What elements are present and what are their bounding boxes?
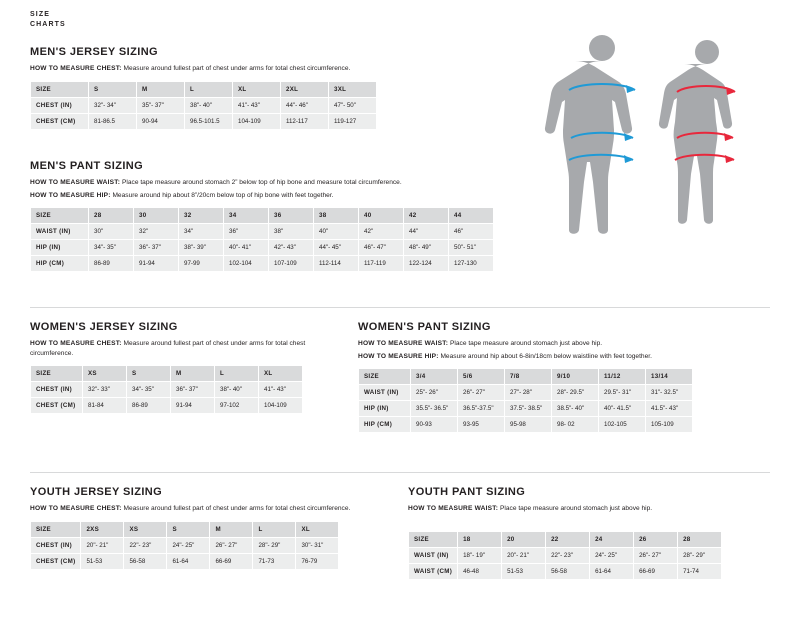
col-header: M [171,366,215,382]
table-row [409,547,722,563]
cell: 112-114 [314,256,359,272]
cell: 117-119 [359,256,404,272]
cell: 81-84 [83,398,127,414]
cell: 29.5"- 31" [599,385,646,401]
col-header: XS [83,366,127,382]
cell: 44" [404,224,449,240]
table-row [31,113,377,129]
cell: 40"- 41.5" [599,401,646,417]
cell: 26"- 27" [210,537,253,553]
howto-label: HOW TO MEASURE CHEST: [30,65,122,72]
table-header-row [359,369,693,385]
cell: 28"- 29" [678,547,722,563]
cell: 41.5"- 43" [646,401,693,417]
cell: 35.5"- 36.5" [411,401,458,417]
col-header: S [167,521,210,537]
howto-youth-pant-waist [408,504,722,514]
howto-text: Place tape measure around stomach just above hip. [448,340,603,347]
cell: 46" [449,224,494,240]
howto-womens-pant-waist [358,339,693,349]
table-womens-jersey [30,365,303,414]
cell: 81-86.5 [89,113,137,129]
col-header: 26 [634,531,678,547]
female-body-diagram [659,40,732,224]
table-row [31,97,377,113]
cell: 31"- 32.5" [646,385,693,401]
section-title-youth-pant: YOUTH PANT SIZING [408,486,526,498]
cell: 38"- 40" [185,97,233,113]
col-header: L [215,366,259,382]
cell: 102-104 [224,256,269,272]
col-header: 9/10 [552,369,599,385]
cell: 32"- 34" [89,97,137,113]
cell: 112-117 [281,113,329,129]
cell: 18"- 19" [458,547,502,563]
cell: 42" [359,224,404,240]
cell: 104-109 [259,398,303,414]
col-header: SIZE [31,81,89,97]
page-title [30,10,66,30]
cell: 61-64 [167,553,210,569]
cell: 93-95 [458,417,505,433]
howto-label: HOW TO MEASURE WAIST: [30,179,121,186]
cell: 36"- 37" [171,382,215,398]
col-header: SIZE [409,531,458,547]
divider-1 [30,307,770,308]
howto-womens-jersey-chest [30,339,310,358]
howto-label: HOW TO MEASURE CHEST: [30,505,122,512]
col-header: 22 [546,531,590,547]
col-header: 40 [359,208,404,224]
cell: 24"- 25" [167,537,210,553]
cell: 50"- 51" [449,240,494,256]
cell: 127-130 [449,256,494,272]
section-womens-pant [358,321,693,433]
col-header: 36 [269,208,314,224]
row-header: CHEST (IN) [31,97,89,113]
section-mens-jersey [30,46,377,130]
cell: 48"- 49" [404,240,449,256]
col-header: S [89,81,137,97]
col-header: 3XL [329,81,377,97]
cell: 90-93 [411,417,458,433]
cell: 97-102 [215,398,259,414]
cell: 51-53 [502,563,546,579]
cell: 56-58 [546,563,590,579]
col-header: 30 [134,208,179,224]
row-header: HIP (CM) [31,256,89,272]
table-youth-jersey [30,521,339,570]
cell: 122-124 [404,256,449,272]
cell: 38"- 40" [215,382,259,398]
cell: 28"- 29" [253,537,296,553]
col-header: S [127,366,171,382]
row-header: WAIST (CM) [409,563,458,579]
cell: 51-53 [81,553,124,569]
cell: 37.5"- 38.5" [505,401,552,417]
cell: 30" [89,224,134,240]
table-header-row [31,521,339,537]
cell: 107-109 [269,256,314,272]
cell: 119-127 [329,113,377,129]
row-header: HIP (IN) [31,240,89,256]
col-header: 2XL [281,81,329,97]
col-header: 38 [314,208,359,224]
section-title-youth-jersey: YOUTH JERSEY SIZING [30,486,163,498]
col-header: SIZE [31,208,89,224]
table-row [31,240,494,256]
cell: 34"- 35" [127,382,171,398]
table-row [359,385,693,401]
row-header: HIP (CM) [359,417,411,433]
col-header: 34 [224,208,269,224]
cell: 38.5"- 40" [552,401,599,417]
cell: 20"- 21" [81,537,124,553]
cell: 25"- 26" [411,385,458,401]
row-header: HIP (IN) [359,401,411,417]
table-row [31,224,494,240]
cell: 36"- 37" [134,240,179,256]
howto-text: Measure around fullest part of chest under arms for total chest circumference. [121,65,351,72]
table-mens-pant [30,207,494,272]
table-header-row [31,208,494,224]
howto-text: Measure around fullest part of chest under arms for total chest circumference. [121,505,351,512]
col-header: 5/6 [458,369,505,385]
howto-text: Measure around hip about 8”/20cm below top of hip bone with feet together. [110,191,334,199]
col-header: SIZE [359,369,411,385]
howto-label: HOW TO MEASURE CHEST: [30,340,122,347]
table-header-row [31,366,303,382]
cell: 26"- 27" [458,385,505,401]
table-youth-pant [408,531,722,580]
cell: 41"- 43" [233,97,281,113]
table-row [31,537,339,553]
row-header: WAIST (IN) [359,385,411,401]
howto-label: HOW TO MEASURE WAIST: [358,340,449,347]
col-header: XS [124,521,167,537]
col-header: XL [259,366,303,382]
page-title-line-2: CHARTS [30,21,66,28]
section-womens-jersey [30,321,310,414]
howto-mens-pant-waist [30,178,494,188]
col-header: 28 [678,531,722,547]
row-header: CHEST (IN) [31,382,83,398]
cell: 86-89 [89,256,134,272]
cell: 46"- 47" [359,240,404,256]
section-title-womens-jersey: WOMEN'S JERSEY SIZING [30,321,178,333]
col-header: SIZE [31,521,81,537]
col-header: M [210,521,253,537]
col-header: 2XS [81,521,124,537]
table-row [359,401,693,417]
cell: 96.5-101.5 [185,113,233,129]
row-header: WAIST (IN) [31,224,89,240]
cell: 22"- 23" [546,547,590,563]
col-header: XL [296,521,339,537]
cell: 36.5"-37.5" [458,401,505,417]
howto-mens-jersey-chest [30,64,377,74]
col-header: 28 [89,208,134,224]
col-header: SIZE [31,366,83,382]
howto-label: HOW TO MEASURE HIP: [358,352,439,360]
cell: 104-109 [233,113,281,129]
cell: 20"- 21" [502,547,546,563]
cell: 95-98 [505,417,552,433]
table-row [359,417,693,433]
cell: 102-105 [599,417,646,433]
col-header: M [137,81,185,97]
body-diagrams [525,30,785,300]
table-header-row [409,531,722,547]
cell: 32" [134,224,179,240]
table-row [31,398,303,414]
page-title-line-1: SIZE [30,11,50,18]
cell: 40"- 41" [224,240,269,256]
row-header: WAIST (IN) [409,547,458,563]
body-diagram-svg [525,30,785,300]
row-header: CHEST (CM) [31,113,89,129]
divider-2 [30,472,770,473]
col-header: 11/12 [599,369,646,385]
howto-text: Place tape measure around stomach just above hip. [498,505,653,512]
cell: 44"- 46" [281,97,329,113]
cell: 36" [224,224,269,240]
col-header: 18 [458,531,502,547]
cell: 44"- 45" [314,240,359,256]
cell: 98- 02 [552,417,599,433]
howto-womens-pant-hip [358,352,693,362]
howto-text: Measure around fullest part of chest under arms for total chest circumference. [30,340,306,357]
cell: 30"- 31" [296,537,339,553]
cell: 22"- 23" [124,537,167,553]
col-header: L [185,81,233,97]
cell: 91-94 [171,398,215,414]
howto-text: Place tape measure around stomach 2” below top of hip bone and measure total circumference. [120,179,402,186]
cell: 34"- 35" [89,240,134,256]
col-header: 32 [179,208,224,224]
cell: 66-69 [210,553,253,569]
section-title-mens-jersey: MEN'S JERSEY SIZING [30,46,158,58]
cell: 61-64 [590,563,634,579]
cell: 76-79 [296,553,339,569]
col-header: 7/8 [505,369,552,385]
col-header: 13/14 [646,369,693,385]
cell: 41"- 43" [259,382,303,398]
col-header: 44 [449,208,494,224]
table-row [31,553,339,569]
section-mens-pant [30,160,494,272]
col-header: XL [233,81,281,97]
table-mens-jersey [30,81,377,130]
section-youth-jersey [30,486,350,570]
table-row [409,563,722,579]
cell: 24"- 25" [590,547,634,563]
cell: 27"- 28" [505,385,552,401]
cell: 71-74 [678,563,722,579]
cell: 86-89 [127,398,171,414]
cell: 97-99 [179,256,224,272]
cell: 46-48 [458,563,502,579]
cell: 42"- 43" [269,240,314,256]
howto-mens-pant-hip [30,191,494,201]
row-header: CHEST (CM) [31,553,81,569]
col-header: 42 [404,208,449,224]
cell: 40" [314,224,359,240]
section-youth-pant [408,486,722,580]
cell: 28"- 29.5" [552,385,599,401]
table-row [31,256,494,272]
cell: 38" [269,224,314,240]
howto-label: HOW TO MEASURE HIP: [30,191,111,199]
cell: 38"- 39" [179,240,224,256]
cell: 32"- 33" [83,382,127,398]
howto-youth-jersey-chest [30,504,350,514]
table-womens-pant [358,368,693,433]
section-title-womens-pant: WOMEN'S PANT SIZING [358,321,491,333]
howto-label: HOW TO MEASURE WAIST: [408,505,499,512]
cell: 35"- 37" [137,97,185,113]
cell: 90-94 [137,113,185,129]
col-header: 3/4 [411,369,458,385]
col-header: 20 [502,531,546,547]
section-title-mens-pant: MEN'S PANT SIZING [30,160,144,172]
col-header: L [253,521,296,537]
table-row [31,382,303,398]
cell: 47"- 50" [329,97,377,113]
cell: 105-109 [646,417,693,433]
cell: 26"- 27" [634,547,678,563]
cell: 66-69 [634,563,678,579]
row-header: CHEST (CM) [31,398,83,414]
cell: 91-94 [134,256,179,272]
col-header: 24 [590,531,634,547]
cell: 34" [179,224,224,240]
table-header-row [31,81,377,97]
cell: 56-58 [124,553,167,569]
howto-text: Measure around hip about 6-8in/18cm below waistline with feet together. [438,352,652,360]
cell: 71-73 [253,553,296,569]
row-header: CHEST (IN) [31,537,81,553]
